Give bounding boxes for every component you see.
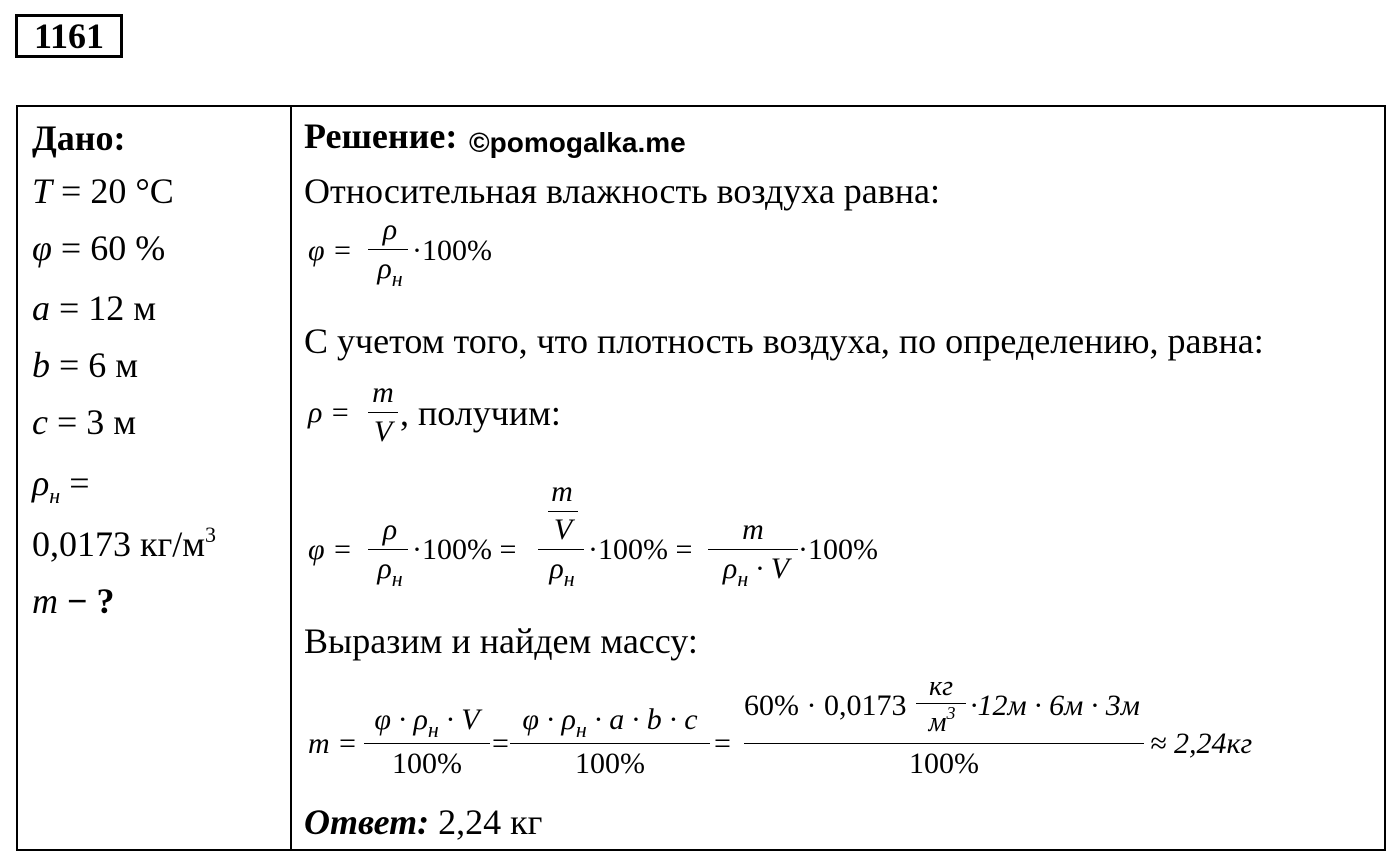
problem-number: 1161 bbox=[15, 14, 123, 58]
formula-mass: m = $\varphi \cdot \rho_н \cdot V$ 100% = $\varphi \cdot \rho_н \cdot a \cdot b \cdot c$ 100% = 60% · 0,0173 кг $м^3$ ·12м · 6м · 3м 100% ≈ 2,24кг bbox=[308, 671, 1253, 780]
answer-line: Ответ: 2,24 кг bbox=[304, 802, 543, 842]
column-divider bbox=[290, 107, 292, 849]
given-find-mass: m − ? bbox=[32, 581, 115, 621]
given-temperature: T = 20 °C bbox=[32, 171, 174, 211]
formula-density: ρ = m V , получим: bbox=[308, 376, 561, 448]
given-humidity: φ = 60 % bbox=[32, 228, 166, 268]
watermark: ©pomogalka.me bbox=[469, 127, 686, 158]
formula-relative-humidity: φ = ρ $\rho_н$ ·100% bbox=[308, 213, 492, 291]
solution-line-1: Относительная влажность воздуха равна: bbox=[304, 171, 941, 211]
given-heading: Дано: bbox=[32, 118, 126, 158]
given-length-a: a = 12 м bbox=[32, 288, 157, 328]
solution-column bbox=[304, 107, 1374, 849]
given-height-c: c = 3 м bbox=[32, 402, 137, 442]
solution-line-2: С учетом того, что плотность воздуха, по определению, равна: bbox=[304, 321, 1264, 361]
given-width-b: b = 6 м bbox=[32, 345, 139, 385]
formula-humidity-expanded: φ = ρ $\rho_н$ ·100% = m V $\rho_н$ ·100% = m $\rho_н \cdot V$ ·100% bbox=[308, 475, 878, 591]
given-saturated-density-value: 0,0173 $кг/м^3$ bbox=[32, 522, 217, 564]
given-saturated-density: $\rho_н$ = bbox=[32, 463, 90, 508]
solution-line-4: Выразим и найдем массу: bbox=[304, 621, 698, 661]
solution-table bbox=[16, 105, 1386, 851]
solution-heading: Решение: bbox=[304, 116, 458, 156]
